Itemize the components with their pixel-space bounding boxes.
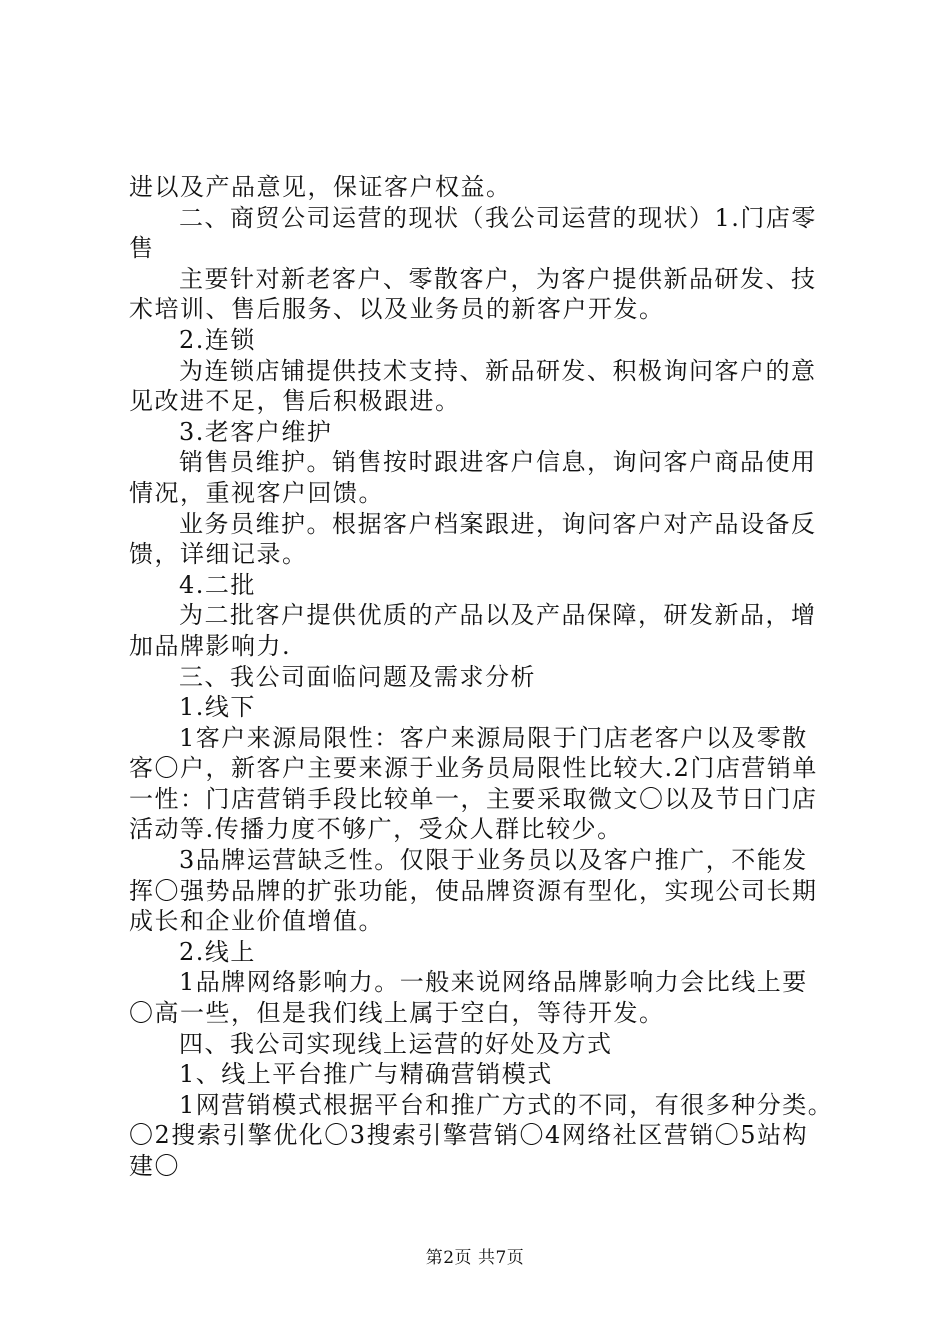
- text-line: 业务员维护。根据客户档案跟进，询问客户对产品设备反: [179, 509, 817, 538]
- text-line: 四、我公司实现线上运营的好处及方式: [179, 1029, 613, 1058]
- text-line: 3.老客户维护: [179, 417, 333, 446]
- text-line: 4.二批: [179, 570, 256, 599]
- text-line: 〇2搜索引擎优化〇3搜索引擎营销〇4网络社区营销〇5站构: [129, 1121, 809, 1150]
- text-line: 为连锁店铺提供技术支持、新品研发、积极询问客户的意: [179, 356, 817, 385]
- text-line: 三、我公司面临问题及需求分析: [179, 662, 536, 691]
- text-line: 1客户来源局限性：客户来源局限于门店老客户以及零散: [179, 723, 808, 752]
- document-body: [129, 172, 849, 1182]
- text-line: 二、商贸公司运营的现状（我公司运营的现状）1.门店零: [179, 203, 817, 232]
- text-line: 客〇户，新客户主要来源于业务员局限性比较大.2门店营销单: [129, 754, 818, 783]
- text-line: 进以及产品意见，保证客户权益。: [129, 173, 512, 201]
- text-line: 加品牌影响力.: [129, 631, 292, 660]
- text-line: 为二批客户提供优质的产品以及产品保障，研发新品，增: [179, 601, 817, 630]
- text-line: 2.连锁: [179, 325, 256, 354]
- text-line: 1网营销模式根据平台和推广方式的不同，有很多种分类。: [179, 1090, 834, 1119]
- text-line: 2.线上: [179, 937, 256, 966]
- text-line: 一性：门店营销手段比较单一，主要采取微文〇以及节日门店: [129, 784, 818, 813]
- text-line: 建〇: [129, 1152, 180, 1180]
- text-line: 术培训、售后服务、以及业务员的新客户开发。: [129, 295, 665, 324]
- text-line: 成长和企业价值增值。: [129, 907, 384, 936]
- text-line: 3品牌运营缺乏性。仅限于业务员以及客户推广，不能发: [179, 846, 808, 875]
- text-line: 挥〇强势品牌的扩张功能，使品牌资源有型化，实现公司长期: [129, 876, 818, 905]
- text-line: 情况，重视客户回馈。: [129, 478, 384, 507]
- text-line: 售: [129, 234, 155, 263]
- text-line: 销售员维护。销售按时跟进客户信息，询问客户商品使用: [179, 448, 817, 477]
- text-line: 见改进不足，售后积极跟进。: [129, 387, 461, 416]
- text-line: 活动等.传播力度不够广，受众人群比较少。: [129, 815, 623, 844]
- page-footer: 第2页 共7页: [425, 1248, 525, 1268]
- text-line: 馈，详细记录。: [129, 540, 308, 569]
- text-line: 1.线下: [179, 693, 256, 722]
- text-line: 1品牌网络影响力。一般来说网络品牌影响力会比线上要: [179, 968, 808, 997]
- text-line: 主要针对新老客户、零散客户，为客户提供新品研发、技: [179, 264, 817, 293]
- text-line: 1、线上平台推广与精确营销模式: [179, 1060, 553, 1089]
- text-line: 〇高一些，但是我们线上属于空白，等待开发。: [129, 999, 665, 1028]
